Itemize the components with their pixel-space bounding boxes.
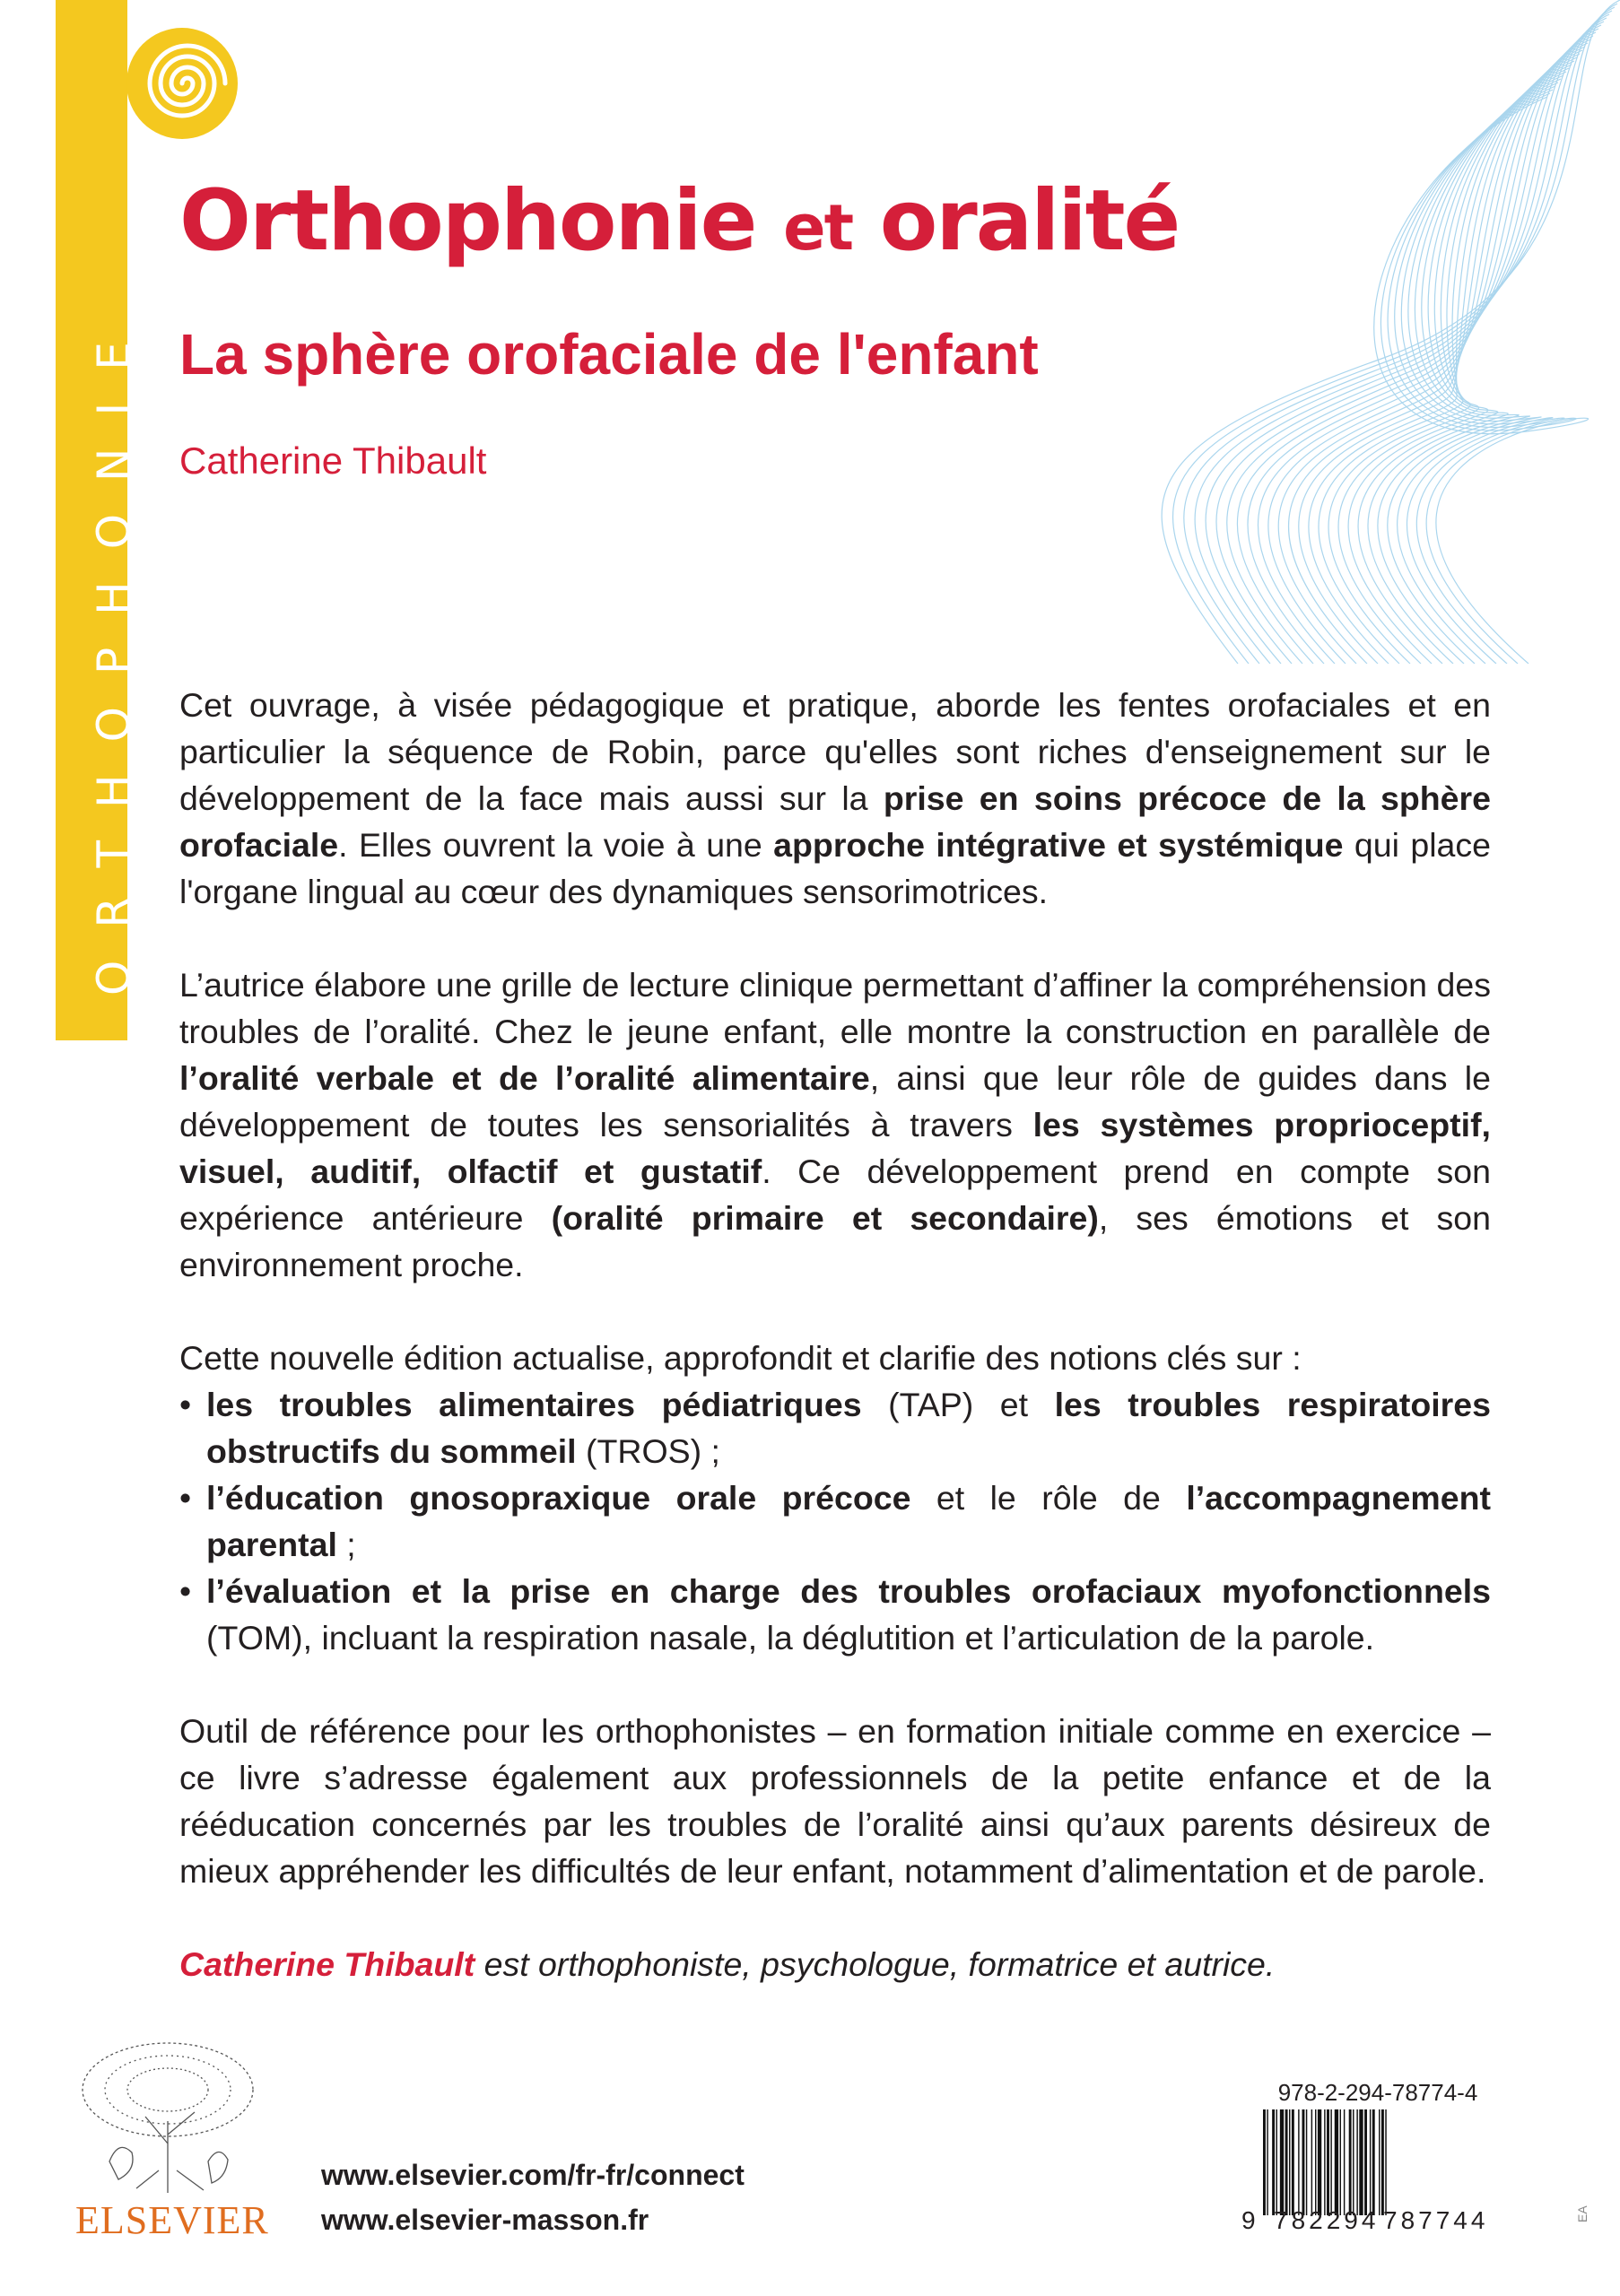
book-subtitle: La sphère orofaciale de l'enfant [179,322,1039,387]
bullet: • [179,1386,192,1423]
list-item: • l’évaluation et la prise en charge des troubles orofaciaux myofonctionnels (TOM), incluant la respiration nasale, la déglutition et l’articulation de la parole. [179,1568,1491,1661]
blurb [179,682,1491,2034]
notion-list [179,1381,1491,1661]
book-title [179,172,1179,270]
elsevier-tree-logo-icon [74,2036,262,2197]
ean-first-digit: 9 [1241,2206,1256,2234]
isbn-text: 978-2-294-78774-4 [1277,2079,1478,2106]
title-word-2: et [783,191,853,265]
paragraph-4: Outil de référence pour les orthophonistes – en formation initiale comme en exercice – ce livre s’adresse également aux professionnels de la petite enfance et de la rééducation concernés par les troubles de l’oralité ainsi qu’aux parents désireux de mieux appréhender les difficultés de leur enfant, notamment d’alimentation et de parole. [179,1712,1491,1890]
publisher-link[interactable]: www.elsevier.com/fr-fr/connect [321,2159,745,2191]
bullet: • [179,1479,192,1517]
barcode [1263,2109,1493,2215]
wave-lines-icon [1005,0,1620,664]
list-item: • l’éducation gnosopraxique orale précoce et le rôle de l’accompagnement parental ; [179,1474,1491,1568]
publisher-link[interactable]: www.elsevier-masson.fr [321,2204,649,2236]
paragraph-2: L’autrice élabore une grille de lecture clinique permettant d’affiner la compréhension des troubles de l’oralité. Chez le jeune enfant, elle montre la construction en parallèle de l’oralité verbale et de l’oralité alimentaire, ainsi que leur rôle de guides dans le développement de toutes les sensorialités à travers les systèmes proprioceptif, visuel, auditif, olfactif et gustatif. Ce développement prend en compte son expérience antérieure (oralité primaire et secondaire), ses émotions et son environnement proche. [179,966,1491,1283]
book-author: Catherine Thibault [179,439,487,482]
title-word-3: oralité [879,172,1180,270]
publisher-name: ELSEVIER [75,2198,269,2242]
spiral-logo-icon [124,22,240,144]
publisher-links [321,2152,745,2242]
collection-label: ORTHOPHONIE [88,309,140,996]
print-code: EA [1575,2205,1590,2222]
ean-group-2: 787744 [1383,2206,1489,2234]
author-bio: Catherine Thibault est orthophoniste, psychologue, formatrice et autrice. [179,1945,1276,1983]
paragraph-1: Cet ouvrage, à visée pédagogique et pratique, aborde les fentes orofaciales et en particulier la séquence de Robin, parce qu'elles sont riches d'enseignement sur le développement de la face mais aussi sur la prise en soins précoce de la sphère orofaciale. Elles ouvrent la voie à une approche intégrative et systémique qui place l'organe lingual au cœur des dynamiques sensorimotrices. [179,686,1491,910]
list-item: • les troubles alimentaires pédiatriques (TAP) et les troubles respiratoires obstructifs du sommeil (TROS) ; [179,1381,1491,1474]
paragraph-3-intro: Cette nouvelle édition actualise, approfondit et clarifie des notions clés sur : [179,1339,1302,1377]
bullet: • [179,1572,192,1610]
ean-group-1: 782294 [1274,2206,1380,2234]
title-word-1: Orthophonie [179,172,756,270]
